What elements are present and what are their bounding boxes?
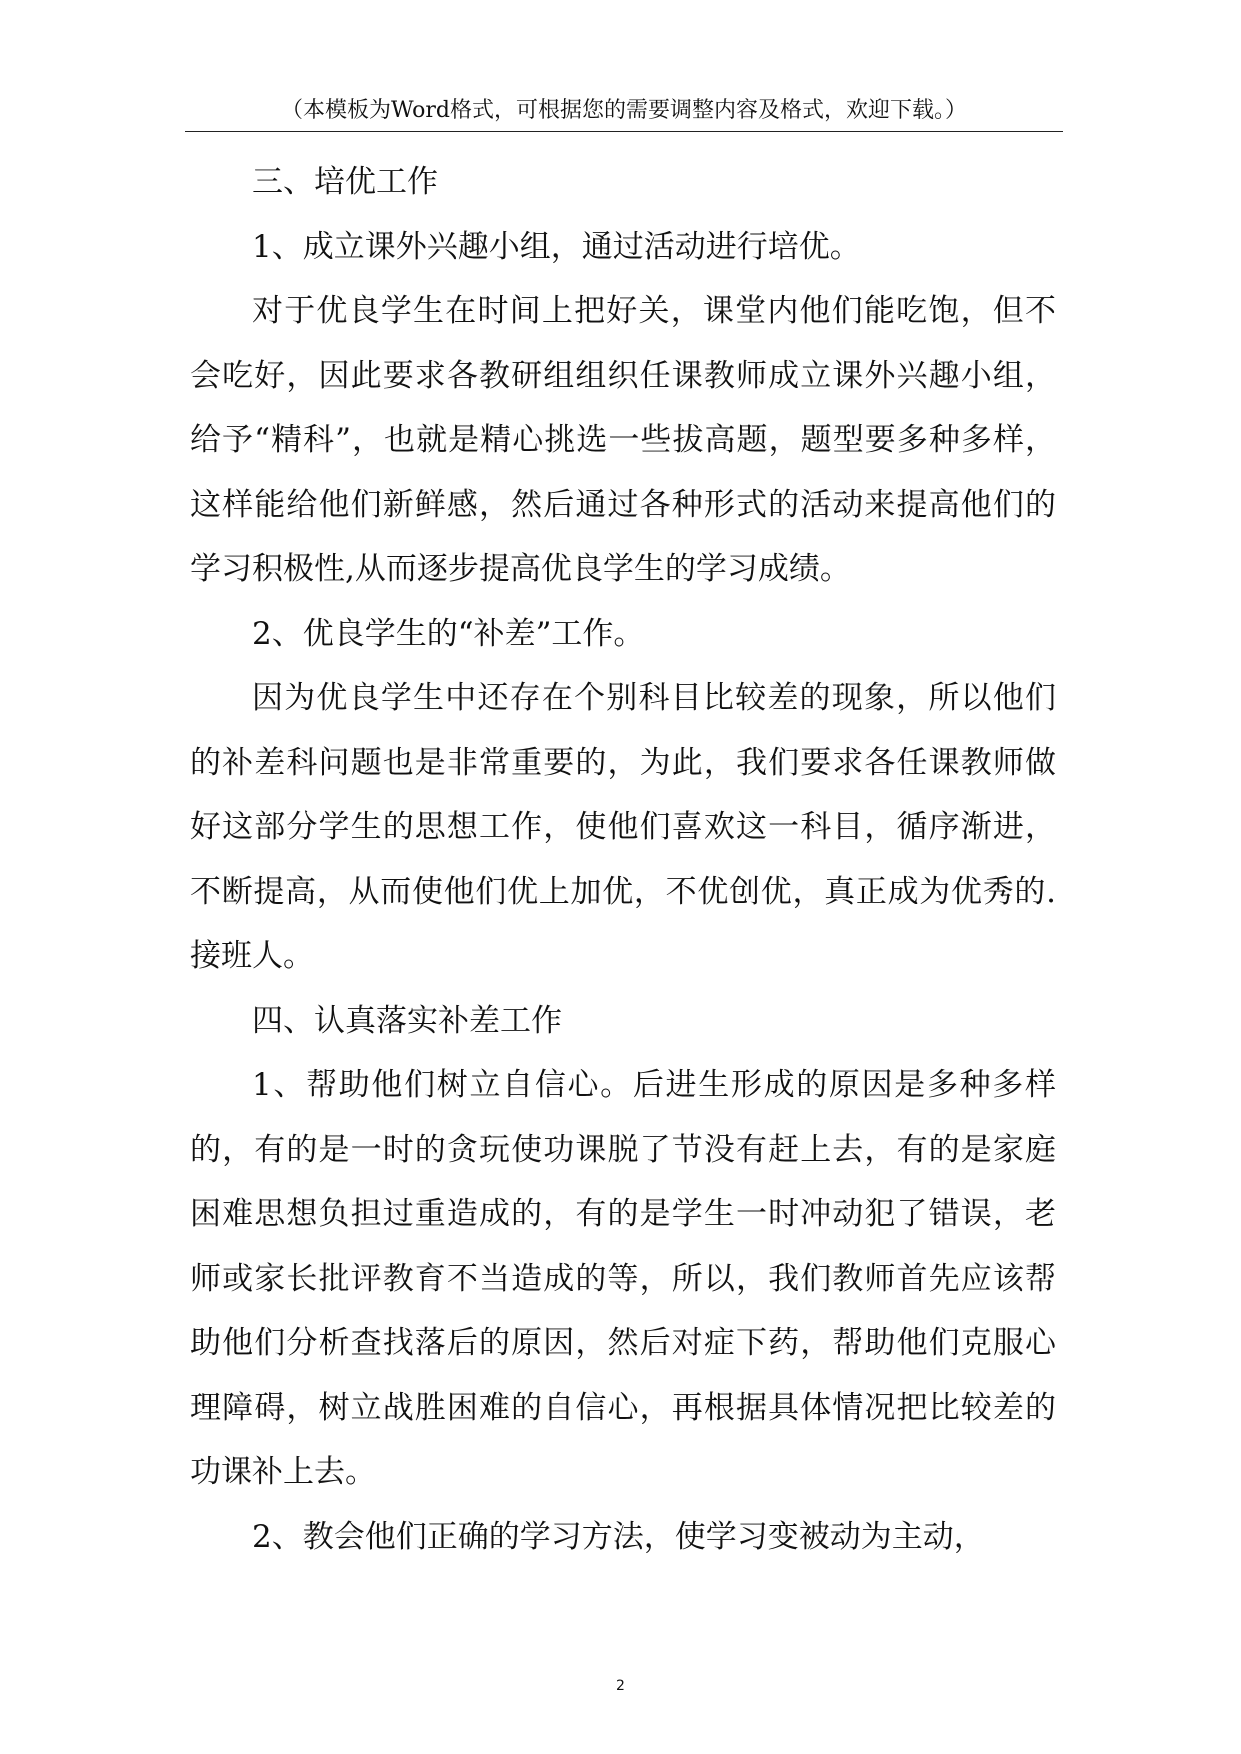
- paragraph: 2、优良学生的“补差”工作。: [252, 615, 645, 652]
- section-heading-3: 三、培优工作: [252, 164, 438, 200]
- header-divider: [185, 131, 1063, 132]
- paragraph: 因为优良学生中还存在个别科目比较差的现象，所以他们的补差科问题也是非常重要的，为此，我们要求各任课教师做好这部分学生的思想工作，使他们喜欢这一科目，循序渐进，不断提高，从而使他们优上加优，不优创优，真正成为优秀的.接班人。: [190, 680, 1056, 974]
- page-number: 2: [616, 1678, 625, 1694]
- paragraph: 2、教会他们正确的学习方法，使学习变被动为主动，: [252, 1518, 985, 1555]
- document-body: [190, 150, 1056, 1569]
- paragraph: 对于优良学生在时间上把好关，课堂内他们能吃饱，但不会吃好，因此要求各教研组组织任课教师成立课外兴趣小组，给予“精科”，也就是精心挑选一些拔高题，题型要多种多样，这样能给他们新鲜感，然后通过各种形式的活动来提高他们的学习积极性,从而逐步提高优良学生的学习成绩。: [190, 293, 1056, 587]
- section-heading-4: 四、认真落实补差工作: [252, 1002, 562, 1039]
- paragraph: 1、成立课外兴趣小组，通过活动进行培优。: [252, 228, 861, 265]
- template-note-header: （本模板为Word格式，可根据您的需要调整内容及格式，欢迎下载。）: [281, 98, 967, 123]
- paragraph: 1、帮助他们树立自信心。后进生形成的原因是多种多样的，有的是一时的贪玩使功课脱了节没有赶上去，有的是家庭困难思想负担过重造成的，有的是学生一时冲动犯了错误，老师或家长批评教育不当造成的等，所以，我们教师首先应该帮助他们分析查找落后的原因，然后对症下药，帮助他们克服心理障碍，树立战胜困难的自信心，再根据具体情况把比较差的功课补上去。: [190, 1067, 1056, 1490]
